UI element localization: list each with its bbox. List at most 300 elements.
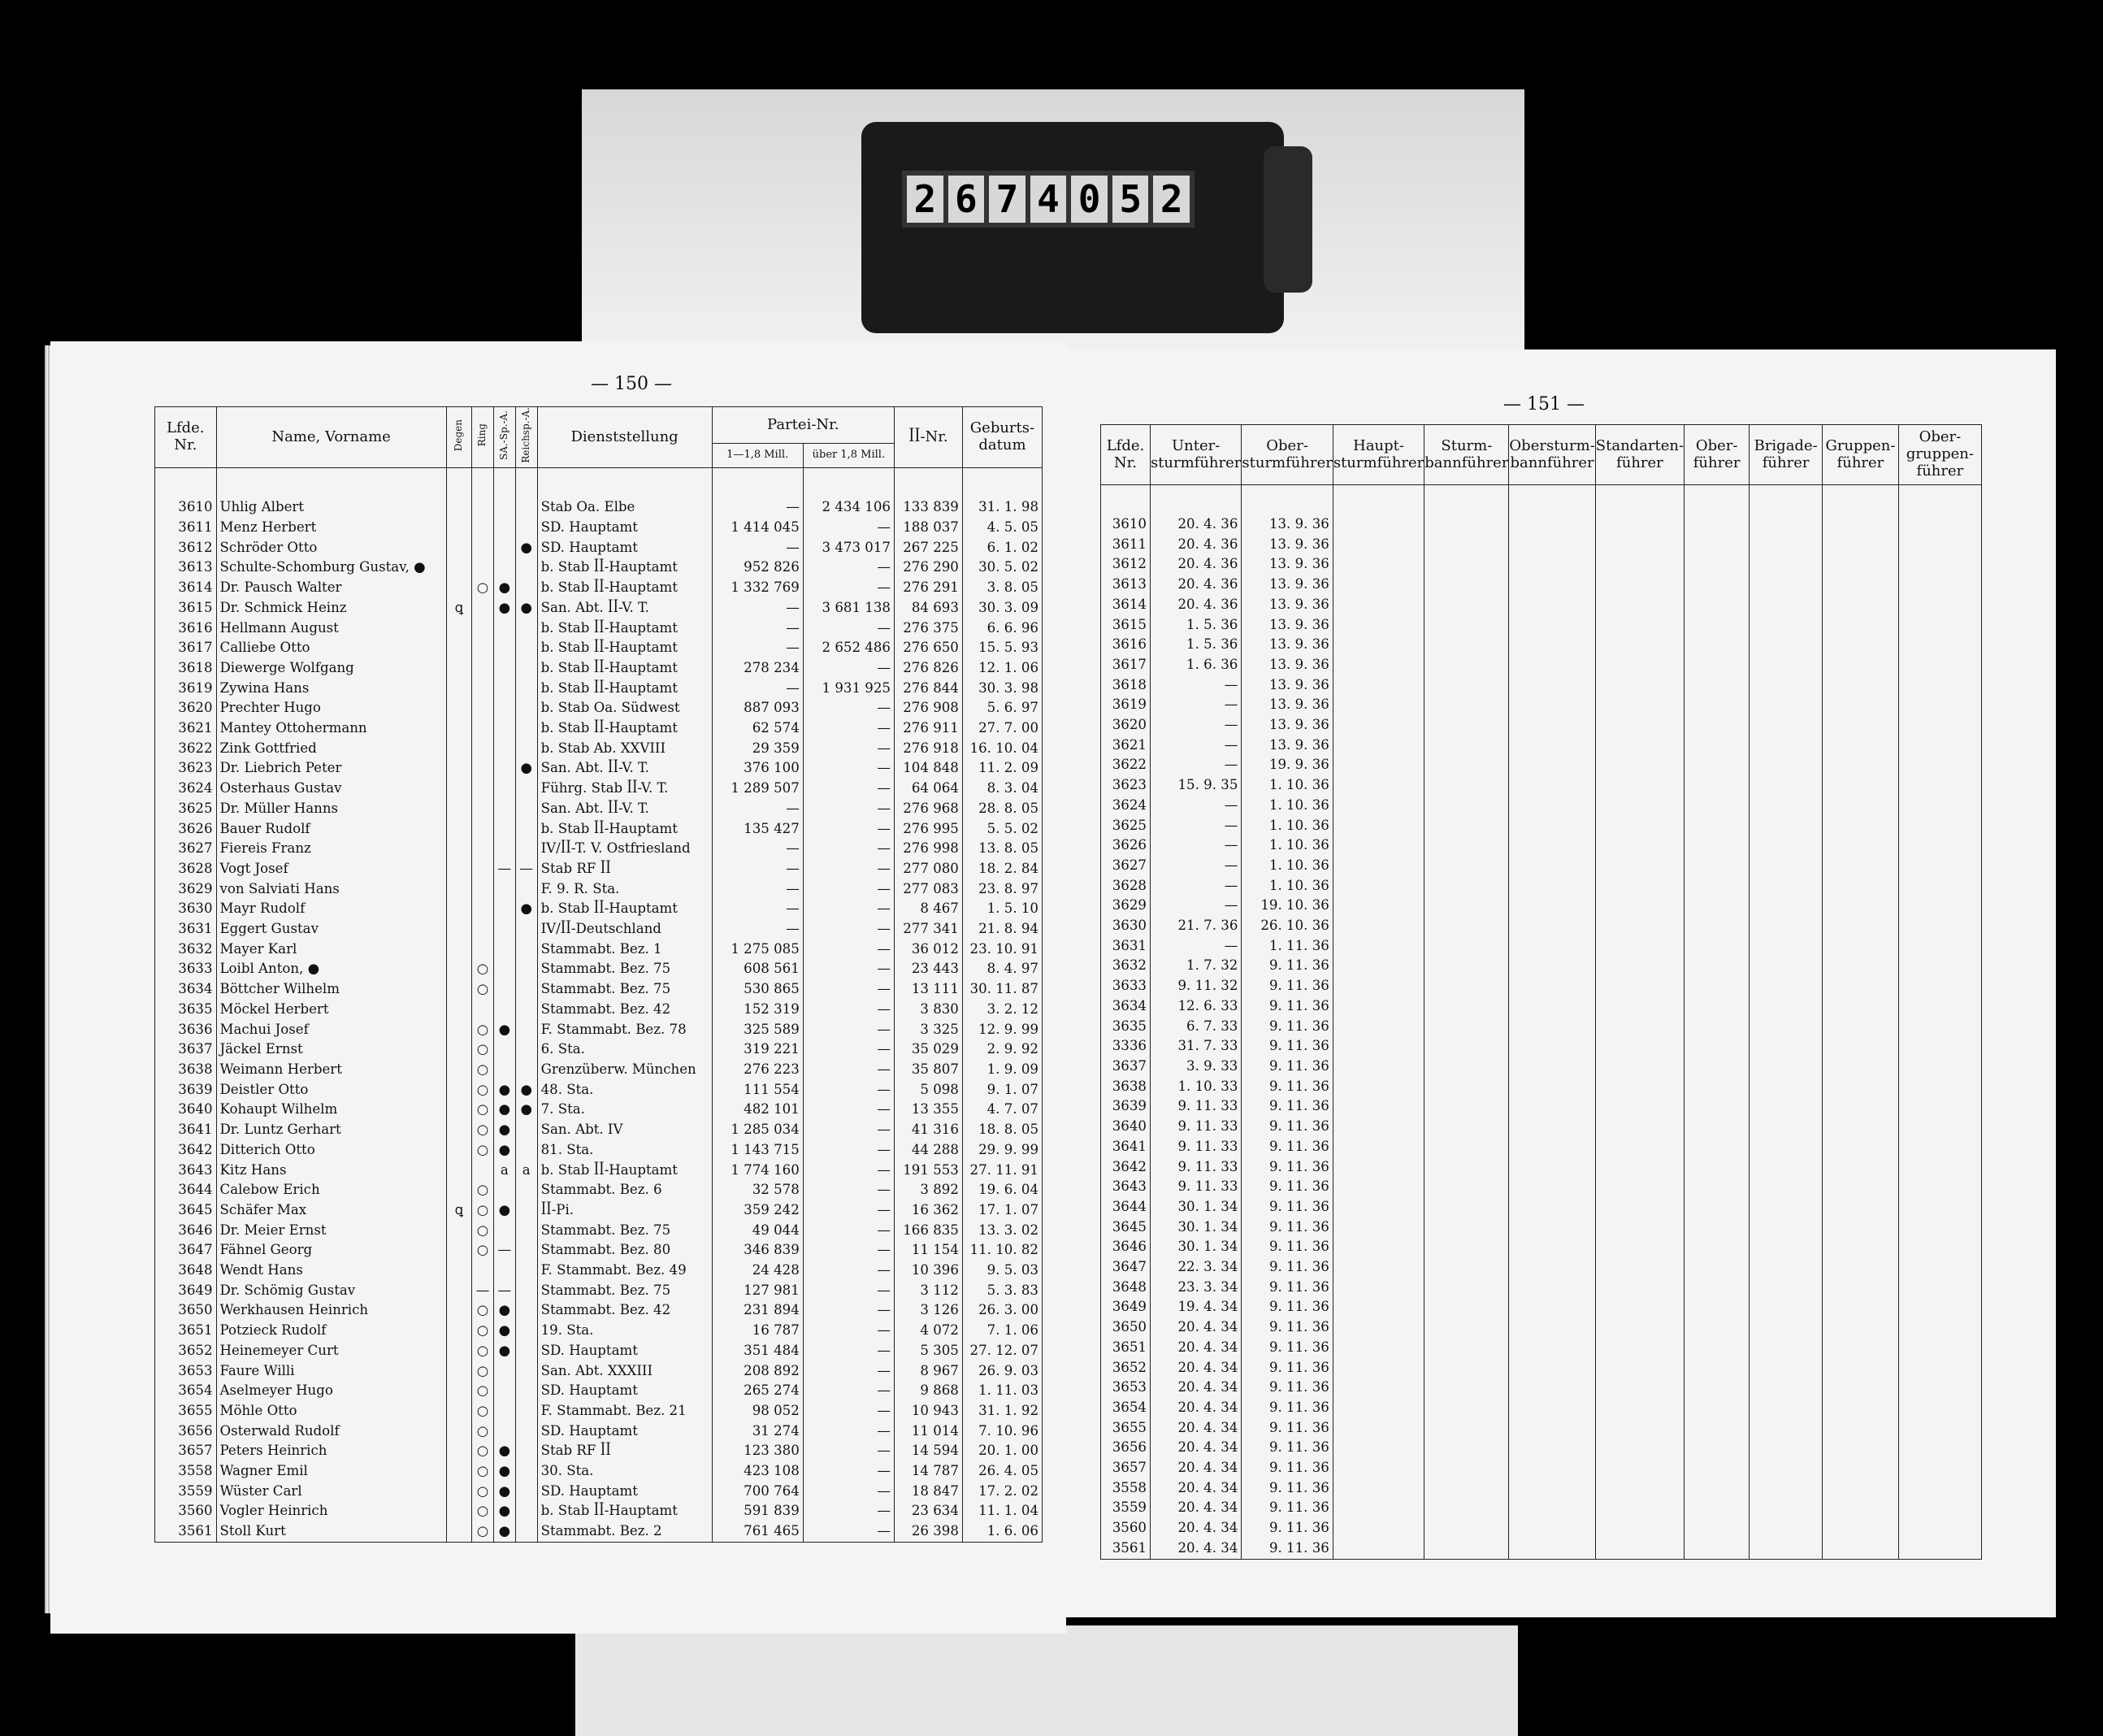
sport-cell [493, 1000, 515, 1020]
promotion-date-cell: 9. 11. 33 [1150, 1177, 1241, 1197]
table-row [1101, 1217, 1982, 1238]
reich-cell: ● [515, 1080, 537, 1100]
promotion-date-cell [1424, 535, 1509, 555]
partei-b-cell: — [803, 1261, 894, 1281]
ring-cell [472, 899, 494, 919]
promotion-date-cell [1595, 1137, 1684, 1157]
promotion-date-cell [1750, 595, 1823, 615]
promotion-date-cell [1898, 1017, 1981, 1037]
promotion-date-cell [1823, 1418, 1899, 1439]
ring-cell: ○ [472, 1120, 494, 1140]
degen-cell [446, 1120, 471, 1140]
promotion-date-cell [1595, 1237, 1684, 1257]
promotion-date-cell [1595, 1478, 1684, 1499]
promotion-date-cell: 9. 11. 36 [1242, 996, 1333, 1017]
degen-cell [446, 558, 471, 578]
promotion-date-cell [1898, 1338, 1981, 1358]
promotion-date-cell [1685, 996, 1750, 1017]
row-number: 3654 [155, 1381, 217, 1401]
promotion-date-cell: 9. 11. 36 [1242, 1398, 1333, 1418]
right-page [1048, 349, 2056, 1617]
partei-b-cell: — [803, 1321, 894, 1341]
degen-cell [446, 1161, 471, 1181]
ss-number-cell: 188 037 [894, 518, 962, 538]
birthdate-cell: 30. 3. 09 [962, 598, 1042, 618]
promotion-date-cell [1685, 1398, 1750, 1418]
table-row [155, 1381, 1043, 1401]
row-number: 3558 [155, 1461, 217, 1482]
table-row [155, 1461, 1043, 1482]
ss-number-cell: 11 154 [894, 1240, 962, 1261]
ss-number-cell: 276 968 [894, 799, 962, 819]
name-cell: Vogler Heinrich [216, 1501, 446, 1521]
promotion-date-cell [1898, 715, 1981, 736]
partei-a-cell: 1 414 045 [712, 518, 803, 538]
ring-cell: ○ [472, 1100, 494, 1120]
partei-b-cell: 2 652 486 [803, 638, 894, 658]
row-number: 3649 [1101, 1297, 1151, 1317]
promotion-date-cell [1685, 1157, 1750, 1178]
promotion-date-cell [1595, 655, 1684, 675]
sport-cell [493, 718, 515, 739]
reich-cell [515, 1261, 537, 1281]
promotion-date-cell [1595, 615, 1684, 636]
promotion-date-cell [1685, 715, 1750, 736]
row-number: 3650 [155, 1300, 217, 1321]
partei-a-cell: 276 223 [712, 1060, 803, 1080]
name-cell: Möckel Herbert [216, 1000, 446, 1020]
degen-cell [446, 758, 471, 779]
table-row [1101, 1278, 1982, 1298]
sport-cell [493, 638, 515, 658]
row-number: 3641 [155, 1120, 217, 1140]
table-row [155, 979, 1043, 1000]
name-cell: Dr. Schmick Heinz [216, 598, 446, 618]
promotion-date-cell [1509, 916, 1595, 936]
roster-table [154, 406, 1043, 1543]
partei-b-cell: — [803, 1161, 894, 1181]
partei-a-cell: 49 044 [712, 1221, 803, 1241]
ss-number-cell: 133 839 [894, 497, 962, 518]
table-row [155, 919, 1043, 940]
promotion-date-cell [1898, 615, 1981, 636]
promotion-date-cell: 13. 9. 36 [1242, 715, 1333, 736]
counter-digit: 2 [1153, 176, 1190, 223]
partei-a-cell: 127 981 [712, 1281, 803, 1301]
promotion-date-cell [1509, 1057, 1595, 1077]
degen-cell [446, 839, 471, 859]
promotion-date-cell [1424, 1096, 1509, 1117]
ss-number-cell: 276 290 [894, 558, 962, 578]
promotion-date-cell [1823, 1017, 1899, 1037]
promotion-date-cell: 9. 11. 36 [1242, 1177, 1333, 1197]
row-number: 3642 [155, 1140, 217, 1161]
row-number: 3336 [1101, 1036, 1151, 1057]
promotion-date-cell: 20. 4. 34 [1150, 1438, 1241, 1458]
promotion-date-cell: — [1150, 856, 1241, 876]
promotion-date-cell [1509, 575, 1595, 595]
promotion-date-cell [1595, 1177, 1684, 1197]
ss-number-cell: 26 398 [894, 1521, 962, 1542]
promotion-date-cell [1750, 615, 1823, 636]
promotion-date-cell [1595, 1518, 1684, 1539]
name-cell: Mayr Rudolf [216, 899, 446, 919]
promotion-date-cell: 9. 11. 36 [1242, 1498, 1333, 1518]
promotion-date-cell [1898, 755, 1981, 775]
promotion-date-cell [1333, 1237, 1424, 1257]
sport-cell [493, 899, 515, 919]
ring-cell [472, 718, 494, 739]
promotion-date-cell [1685, 1418, 1750, 1439]
promotion-date-cell [1750, 1539, 1823, 1559]
promotion-date-cell [1898, 816, 1981, 836]
table-row [1101, 1378, 1982, 1398]
promotion-date-cell [1333, 695, 1424, 715]
ring-cell: ○ [472, 1020, 494, 1040]
promotion-date-cell [1424, 1418, 1509, 1439]
dienst-cell: 48. Sta. [537, 1080, 712, 1100]
reich-cell [515, 1361, 537, 1382]
partei-a-cell: 135 427 [712, 819, 803, 840]
row-number: 3620 [1101, 715, 1151, 736]
promotion-date-cell [1509, 615, 1595, 636]
birthdate-cell: 8. 3. 04 [962, 779, 1042, 799]
promotion-date-cell [1750, 554, 1823, 575]
partei-a-cell: 761 465 [712, 1521, 803, 1542]
promotion-date-cell [1685, 816, 1750, 836]
promotion-date-cell [1750, 1017, 1823, 1037]
row-number: 3632 [155, 940, 217, 960]
table-row [1101, 1117, 1982, 1137]
header-rank: Brigade-führer [1750, 425, 1823, 485]
dienst-cell: b. Stab ꟾꟾ-Hauptamt [537, 638, 712, 658]
table-row [1101, 1057, 1982, 1077]
promotion-date-cell [1823, 736, 1899, 756]
reich-cell [515, 558, 537, 578]
header-rank: Standarten-führer [1595, 425, 1684, 485]
promotions-table [1100, 424, 1982, 1560]
promotion-date-cell: — [1150, 835, 1241, 856]
partei-b-cell: — [803, 1461, 894, 1482]
table-row [155, 618, 1043, 639]
reich-cell [515, 739, 537, 759]
promotion-date-cell: 9. 11. 33 [1150, 1096, 1241, 1117]
table-row [1101, 695, 1982, 715]
promotion-date-cell [1750, 1217, 1823, 1238]
row-number: 3611 [1101, 535, 1151, 555]
ring-cell: ○ [472, 1240, 494, 1261]
promotion-date-cell [1823, 1157, 1899, 1178]
partei-a-cell: 346 839 [712, 1240, 803, 1261]
promotion-date-cell: — [1150, 896, 1241, 916]
ring-cell: ○ [472, 1321, 494, 1341]
partei-b-cell: 3 473 017 [803, 538, 894, 558]
ss-number-cell: 9 868 [894, 1381, 962, 1401]
name-cell: Calliebe Otto [216, 638, 446, 658]
table-row [1101, 1177, 1982, 1197]
promotion-date-cell [1595, 796, 1684, 816]
dienst-cell: b. Stab ꟾꟾ-Hauptamt [537, 679, 712, 699]
partei-a-cell: — [712, 679, 803, 699]
promotion-date-cell [1898, 1177, 1981, 1197]
promotion-date-cell [1509, 1458, 1595, 1478]
table-row [155, 1200, 1043, 1221]
partei-b-cell: — [803, 1140, 894, 1161]
dienst-cell: 7. Sta. [537, 1100, 712, 1120]
table-row [155, 1221, 1043, 1241]
table-row [1101, 1518, 1982, 1539]
row-number: 3632 [1101, 956, 1151, 976]
reich-cell [515, 1441, 537, 1461]
promotion-date-cell [1685, 554, 1750, 575]
promotion-date-cell [1685, 1017, 1750, 1037]
name-cell: Osterhaus Gustav [216, 779, 446, 799]
table-row [155, 819, 1043, 840]
promotion-date-cell [1509, 675, 1595, 696]
promotion-date-cell [1823, 1257, 1899, 1278]
promotion-date-cell [1424, 1498, 1509, 1518]
counter-digit: 7 [989, 176, 1025, 223]
header-name: Name, Vorname [216, 407, 446, 468]
row-number: 3560 [155, 1501, 217, 1521]
table-row [155, 1020, 1043, 1040]
promotion-date-cell [1685, 1539, 1750, 1559]
name-cell: Prechter Hugo [216, 698, 446, 718]
promotion-date-cell [1509, 1317, 1595, 1338]
table-row [155, 859, 1043, 879]
promotion-date-cell [1509, 835, 1595, 856]
promotion-date-cell: 1. 5. 36 [1150, 635, 1241, 655]
partei-b-cell: — [803, 1060, 894, 1080]
degen-cell [446, 1321, 471, 1341]
promotion-date-cell [1898, 1297, 1981, 1317]
table-row [155, 1100, 1043, 1120]
promotion-date-cell [1750, 1297, 1823, 1317]
row-number: 3621 [155, 718, 217, 739]
table-row [155, 779, 1043, 799]
promotion-date-cell [1333, 1096, 1424, 1117]
promotion-date-cell [1509, 755, 1595, 775]
promotion-date-cell [1823, 796, 1899, 816]
name-cell: Diewerge Wolfgang [216, 658, 446, 679]
promotion-date-cell: 13. 9. 36 [1242, 575, 1333, 595]
row-number: 3644 [155, 1180, 217, 1200]
partei-b-cell: — [803, 859, 894, 879]
table-row [155, 1441, 1043, 1461]
promotion-date-cell [1823, 535, 1899, 555]
partei-b-cell: — [803, 819, 894, 840]
table-row [155, 1180, 1043, 1200]
row-number: 3646 [155, 1221, 217, 1241]
row-number: 3643 [155, 1161, 217, 1181]
promotion-date-cell: 20. 4. 34 [1150, 1378, 1241, 1398]
birthdate-cell: 9. 5. 03 [962, 1261, 1042, 1281]
row-number: 3624 [155, 779, 217, 799]
row-number: 3610 [1101, 514, 1151, 535]
ring-cell [472, 1261, 494, 1281]
promotion-date-cell: 20. 4. 34 [1150, 1478, 1241, 1499]
reich-cell [515, 940, 537, 960]
promotion-date-cell [1595, 1297, 1684, 1317]
promotion-date-cell: 1. 10. 36 [1242, 816, 1333, 836]
table-row [1101, 856, 1982, 876]
promotion-date-cell [1750, 1057, 1823, 1077]
sport-cell: ● [493, 1100, 515, 1120]
header-partei: Partei-Nr. [712, 407, 894, 444]
promotion-date-cell [1750, 1157, 1823, 1178]
reich-cell [515, 518, 537, 538]
degen-cell [446, 1381, 471, 1401]
promotion-date-cell [1509, 554, 1595, 575]
row-number: 3622 [1101, 755, 1151, 775]
promotion-date-cell: 9. 11. 36 [1242, 1539, 1333, 1559]
promotion-date-cell [1509, 1036, 1595, 1057]
promotion-date-cell [1424, 796, 1509, 816]
partei-a-cell: 152 319 [712, 1000, 803, 1020]
reich-cell [515, 1180, 537, 1200]
table-row [1101, 1438, 1982, 1458]
promotion-date-cell: — [1150, 796, 1241, 816]
promotion-date-cell [1333, 796, 1424, 816]
row-number: 3618 [1101, 675, 1151, 696]
row-number: 3626 [155, 819, 217, 840]
promotion-date-cell [1898, 1217, 1981, 1238]
promotion-date-cell [1424, 856, 1509, 876]
partei-b-cell: — [803, 959, 894, 979]
ring-cell: — [472, 1281, 494, 1301]
table-row [1101, 936, 1982, 957]
promotion-date-cell [1750, 695, 1823, 715]
promotion-date-cell [1595, 1338, 1684, 1358]
promotion-date-cell [1685, 1358, 1750, 1378]
dienst-cell: Stammabt. Bez. 75 [537, 979, 712, 1000]
partei-b-cell: — [803, 940, 894, 960]
row-number: 3640 [1101, 1117, 1151, 1137]
row-number: 3623 [1101, 775, 1151, 796]
row-number: 3639 [155, 1080, 217, 1100]
promotion-date-cell [1509, 1117, 1595, 1137]
row-number: 3611 [155, 518, 217, 538]
ring-cell [472, 1161, 494, 1181]
promotion-date-cell [1595, 1358, 1684, 1378]
ss-number-cell: 14 594 [894, 1441, 962, 1461]
promotion-date-cell [1509, 876, 1595, 896]
promotion-date-cell: 9. 11. 36 [1242, 1197, 1333, 1217]
promotion-date-cell [1685, 896, 1750, 916]
name-cell: Hellmann August [216, 618, 446, 639]
birthdate-cell: 27. 12. 07 [962, 1341, 1042, 1361]
promotion-date-cell [1750, 1137, 1823, 1157]
birthdate-cell: 26. 9. 03 [962, 1361, 1042, 1382]
row-number: 3640 [155, 1100, 217, 1120]
promotion-date-cell [1823, 956, 1899, 976]
sport-cell [493, 1401, 515, 1421]
promotion-date-cell [1750, 936, 1823, 957]
promotion-date-cell [1823, 575, 1899, 595]
degen-cell [446, 1461, 471, 1482]
sport-cell [493, 698, 515, 718]
reich-cell [515, 1461, 537, 1482]
table-row [1101, 1017, 1982, 1037]
reich-cell: a [515, 1161, 537, 1181]
row-number: 3623 [155, 758, 217, 779]
name-cell: Dr. Schömig Gustav [216, 1281, 446, 1301]
name-cell: Aselmeyer Hugo [216, 1381, 446, 1401]
table-row [1101, 675, 1982, 696]
promotion-date-cell [1750, 635, 1823, 655]
table-row [155, 1341, 1043, 1361]
row-number: 3648 [155, 1261, 217, 1281]
partei-b-cell: — [803, 1401, 894, 1421]
promotion-date-cell: — [1150, 715, 1241, 736]
promotion-date-cell: 30. 1. 34 [1150, 1237, 1241, 1257]
row-number: 3655 [155, 1401, 217, 1421]
birthdate-cell: 31. 1. 92 [962, 1401, 1042, 1421]
promotion-date-cell [1424, 1278, 1509, 1298]
promotion-date-cell [1685, 936, 1750, 957]
dienst-cell: 30. Sta. [537, 1461, 712, 1482]
row-number: 3631 [155, 919, 217, 940]
partei-b-cell: — [803, 1039, 894, 1060]
promotion-date-cell [1424, 1117, 1509, 1137]
sport-cell [493, 959, 515, 979]
promotion-date-cell [1333, 1197, 1424, 1217]
table-row [155, 940, 1043, 960]
row-number: 3656 [155, 1421, 217, 1442]
row-number: 3651 [155, 1321, 217, 1341]
promotion-date-cell [1333, 1217, 1424, 1238]
reich-cell: — [515, 859, 537, 879]
row-number: 3629 [1101, 896, 1151, 916]
promotion-date-cell [1333, 655, 1424, 675]
dienst-cell: b. Stab ꟾꟾ-Hauptamt [537, 658, 712, 679]
partei-a-cell: — [712, 598, 803, 618]
sport-cell [493, 839, 515, 859]
ring-cell [472, 658, 494, 679]
table-row [1101, 1418, 1982, 1439]
birthdate-cell: 21. 8. 94 [962, 919, 1042, 940]
row-number: 3655 [1101, 1418, 1151, 1439]
promotion-date-cell: 20. 4. 34 [1150, 1539, 1241, 1559]
partei-a-cell: — [712, 859, 803, 879]
promotion-date-cell [1424, 876, 1509, 896]
partei-b-cell: 3 681 138 [803, 598, 894, 618]
table-row [155, 679, 1043, 699]
ss-number-cell: 8 967 [894, 1361, 962, 1382]
promotion-date-cell: 12. 6. 33 [1150, 996, 1241, 1017]
row-number: 3645 [155, 1200, 217, 1221]
sport-cell [493, 1361, 515, 1382]
partei-b-cell: — [803, 1341, 894, 1361]
reich-cell [515, 979, 537, 1000]
promotion-date-cell [1509, 1338, 1595, 1358]
row-number: 3635 [155, 1000, 217, 1020]
ring-cell: ○ [472, 1080, 494, 1100]
row-number: 3653 [155, 1361, 217, 1382]
degen-cell [446, 779, 471, 799]
table-row [1101, 976, 1982, 996]
partei-a-cell: 278 234 [712, 658, 803, 679]
partei-b-cell: 1 931 925 [803, 679, 894, 699]
promotion-date-cell [1595, 976, 1684, 996]
ss-number-cell: 8 467 [894, 899, 962, 919]
name-cell: Kitz Hans [216, 1161, 446, 1181]
ring-cell [472, 518, 494, 538]
promotion-date-cell [1823, 1378, 1899, 1398]
partei-a-cell: — [712, 638, 803, 658]
birthdate-cell: 2. 9. 92 [962, 1039, 1042, 1060]
promotion-date-cell [1750, 916, 1823, 936]
